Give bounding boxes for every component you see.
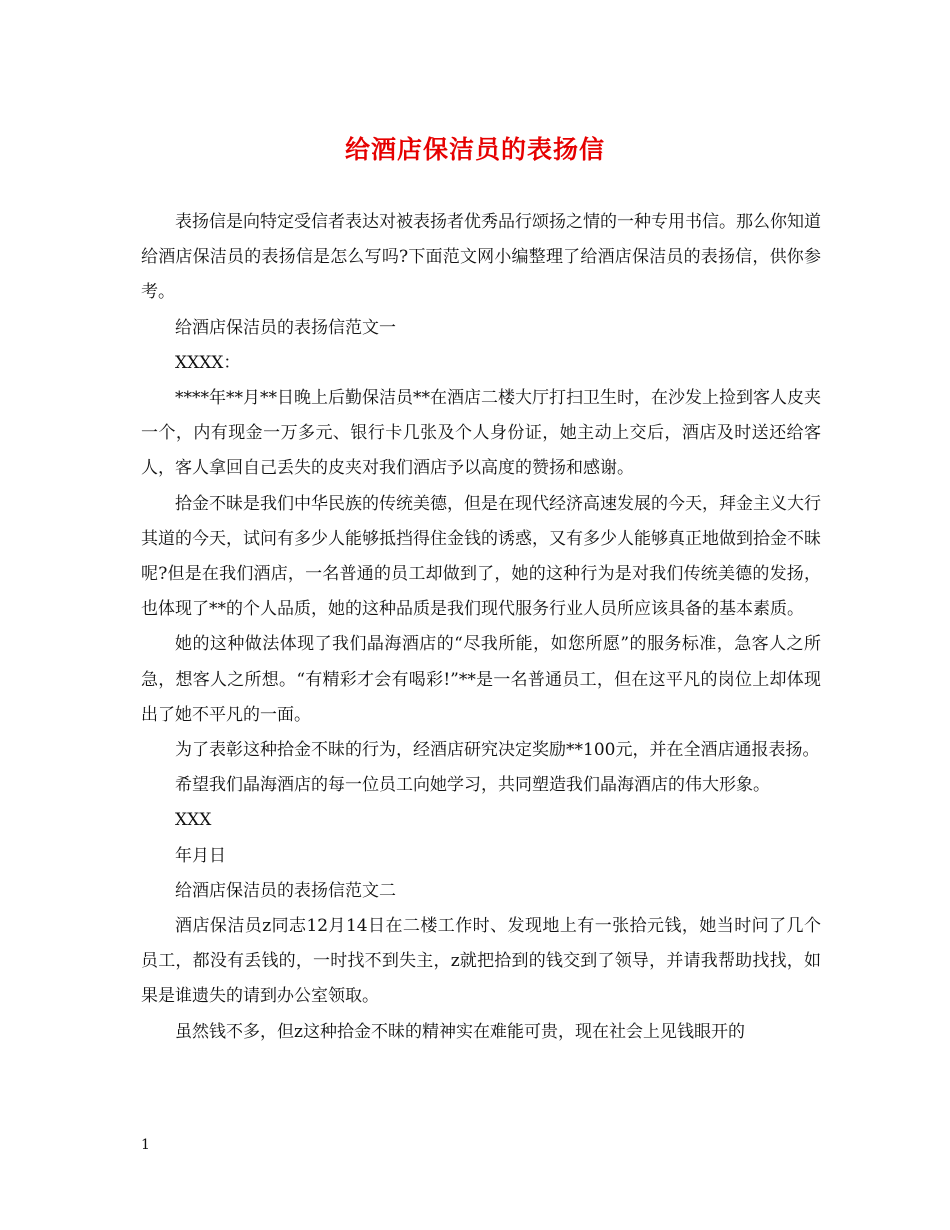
paragraph: 年月日	[175, 845, 226, 866]
paragraph: XXX	[175, 810, 212, 831]
paragraph: 为了表彰这种拾金不昧的行为，经酒店研究决定奖励**100元，并在全酒店通报表扬。	[175, 740, 820, 761]
paragraph: 表扬信是向特定受信者表达对被表扬者优秀品行颂扬之情的一种专用书信。那么你知道给酒店保洁员的表扬信是怎么写吗?下面范文网小编整理了给酒店保洁员的表扬信，供你参考。	[141, 212, 821, 303]
paragraph: 拾金不昧是我们中华民族的传统美德，但是在现代经济高速发展的今天，拜金主义大行其道的今天，试问有多少人能够抵挡得住金钱的诱惑，又有多少人能够真正地做到拾金不昧呢?但是在我们酒店，一名普通的员工却做到了，她的这种行为是对我们传统美德的发扬，也体现了**的个人品质，她的这种品质是我们现代服务行业人员所应该具备的基本素质。	[141, 493, 821, 620]
document-body	[141, 205, 821, 1050]
document-title: 给酒店保洁员的表扬信	[344, 135, 605, 164]
paragraph: 虽然钱不多，但z这种拾金不昧的精神实在难能可贵，现在社会上见钱眼开的	[175, 1021, 745, 1042]
paragraph: 希望我们晶海酒店的每一位员工向她学习，共同塑造我们晶海酒店的伟大形象。	[175, 775, 770, 796]
paragraph: 她的这种做法体现了我们晶海酒店的“尽我所能，如您所愿”的服务标准，急客人之所急，想客人之所想。“有精彩才会有喝彩!”**是一名普通员工，但在这平凡的岗位上却体现出了她不平凡的一面。	[141, 634, 821, 725]
paragraph: 给酒店保洁员的表扬信范文二	[175, 880, 396, 901]
paragraph: XXXX：	[175, 352, 241, 373]
paragraph: 给酒店保洁员的表扬信范文一	[175, 317, 396, 338]
page-number: 1	[141, 1137, 150, 1153]
paragraph: ****年**月**日晚上后勤保洁员**在酒店二楼大厅打扫卫生时，在沙发上捡到客人皮夹一个，内有现金一万多元、银行卡几张及个人身份证，她主动上交后，酒店及时送还给客人，客人拿回自己丢失的皮夹对我们酒店予以高度的赞扬和感谢。	[141, 388, 821, 479]
paragraph: 酒店保洁员z同志12月14日在二楼工作时、发现地上有一张拾元钱，她当时问了几个员工，都没有丢钱的，一时找不到失主，z就把拾到的钱交到了领导，并请我帮助找找，如果是谁遗失的请到办公室领取。	[141, 916, 821, 1007]
